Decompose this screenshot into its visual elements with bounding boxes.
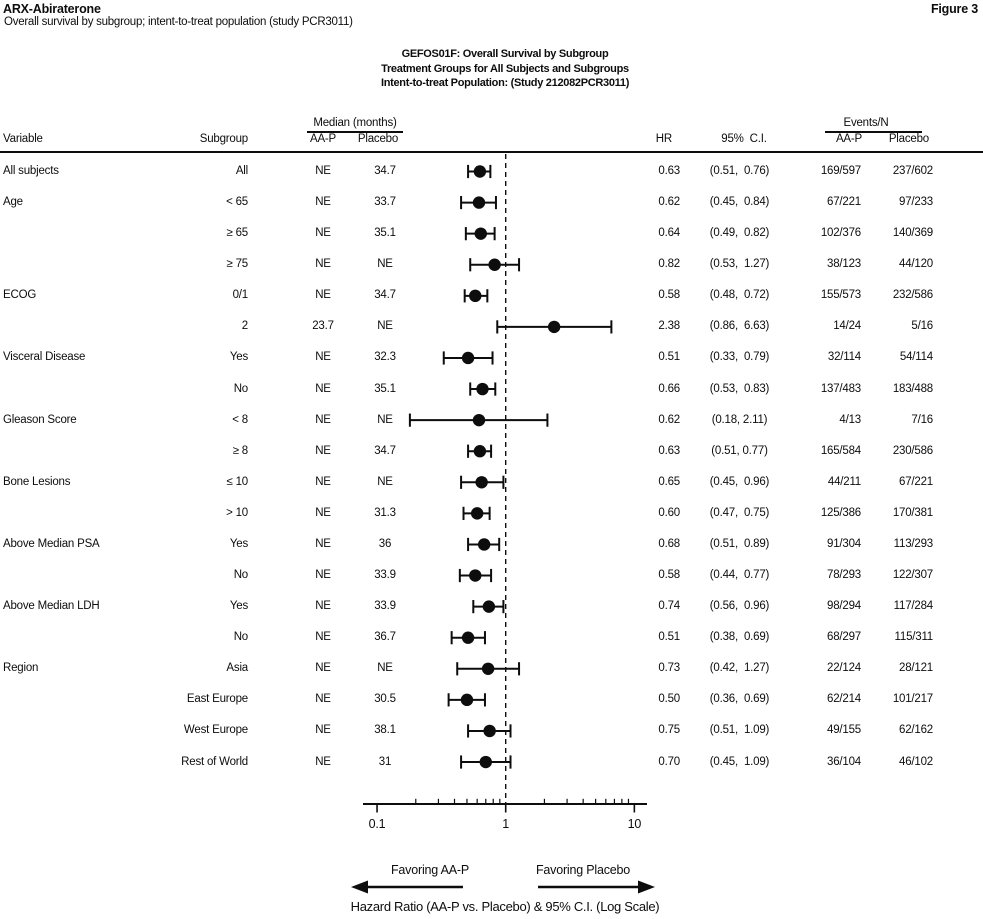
- ci-value: (0.38, 0.69): [709, 631, 770, 644]
- ci-value: (0.49, 0.82): [709, 227, 770, 240]
- events-placebo-value: 62/162: [899, 724, 933, 737]
- median-placebo-value: 34.7: [374, 444, 396, 457]
- events-placebo-value: 115/311: [894, 631, 933, 644]
- ci-value: (0.51, 1.09): [709, 724, 770, 737]
- variable-label: Bone Lesions: [3, 475, 71, 488]
- hr-value: 0.64: [658, 227, 680, 240]
- events-placebo-value: 183/488: [892, 382, 933, 395]
- events-placebo-value: 46/102: [899, 755, 933, 768]
- column-header-ci: 95% C.I.: [721, 133, 767, 145]
- subgroup-label: West Europe: [183, 724, 248, 737]
- median-placebo-value: 36: [378, 537, 392, 550]
- ci-value: (0.53, 1.27): [709, 258, 770, 271]
- subgroup-label: > 10: [226, 506, 248, 519]
- median-placebo-value: 31.3: [374, 506, 396, 519]
- median-aap-value: NE: [315, 165, 331, 177]
- median-placebo-value: 31: [378, 755, 392, 768]
- events-aap-value: 4/13: [839, 413, 861, 426]
- events-aap-value: 125/386: [820, 506, 861, 519]
- median-aap-value: NE: [315, 444, 331, 457]
- column-header-events-group: Events/N: [843, 117, 889, 129]
- median-aap-value: NE: [315, 693, 331, 706]
- subgroup-label: No: [233, 569, 248, 582]
- hr-value: 2.38: [658, 320, 680, 333]
- column-header-variable: Variable: [3, 133, 43, 145]
- forest-table-row: [0, 684, 983, 715]
- events-placebo-value: 44/120: [899, 258, 933, 271]
- hr-value: 0.60: [658, 506, 680, 519]
- median-placebo-value: 33.9: [374, 600, 396, 613]
- events-aap-value: 165/584: [820, 444, 861, 457]
- subgroup-label: Rest of World: [181, 755, 248, 768]
- x-axis-caption: Hazard Ratio (AA-P vs. Placebo) & 95% C.I. (Log Scale): [350, 899, 660, 914]
- variable-label: Region: [3, 662, 39, 675]
- figure-number-label: Figure 3: [930, 2, 978, 16]
- median-aap-value: NE: [315, 755, 331, 768]
- median-placebo-value: NE: [377, 662, 393, 675]
- favoring-right-label: Favoring Placebo: [535, 863, 631, 877]
- events-placebo-value: 5/16: [911, 320, 933, 333]
- forest-table-row: [0, 747, 983, 778]
- median-aap-value: 23.7: [312, 320, 334, 333]
- ci-value: (0.45, 1.09): [709, 755, 770, 768]
- median-aap-value: NE: [315, 227, 331, 240]
- events-aap-value: 44/211: [827, 475, 861, 488]
- events-aap-value: 22/124: [827, 662, 861, 675]
- forest-table-row: [0, 249, 983, 280]
- events-placebo-value: 54/114: [899, 351, 933, 364]
- subgroup-label: ≥ 65: [226, 227, 248, 240]
- column-header-events-aap: AA-P: [835, 133, 862, 145]
- forest-table-row: [0, 467, 983, 498]
- ci-value: (0.42, 1.27): [709, 662, 770, 675]
- events-placebo-value: 117/284: [893, 600, 933, 613]
- subgroup-label: Asia: [226, 662, 248, 675]
- forest-table-row: [0, 156, 983, 187]
- events-placebo-value: 230/586: [892, 444, 933, 457]
- events-placebo-value: 237/602: [892, 165, 933, 177]
- median-aap-value: NE: [315, 537, 331, 550]
- events-aap-value: 62/214: [827, 693, 861, 706]
- variable-label: ECOG: [3, 289, 37, 302]
- column-header-subgroup: Subgroup: [199, 133, 248, 145]
- median-placebo-value: 35.1: [374, 382, 396, 395]
- subgroup-label: < 65: [226, 196, 248, 209]
- hr-value: 0.66: [658, 382, 680, 395]
- variable-label: Age: [3, 196, 23, 209]
- events-aap-value: 137/483: [820, 382, 861, 395]
- events-aap-value: 91/304: [827, 537, 861, 550]
- events-aap-value: 49/155: [827, 724, 861, 737]
- events-aap-value: 78/293: [827, 569, 861, 582]
- events-aap-value: 155/573: [820, 289, 861, 302]
- variable-label: Above Median PSA: [3, 537, 100, 550]
- ci-value: (0.48, 0.72): [709, 289, 770, 302]
- forest-table-row: [0, 560, 983, 591]
- subgroup-label: ≤ 10: [226, 475, 248, 488]
- subgroup-label: East Europe: [186, 693, 248, 706]
- median-placebo-value: 34.7: [374, 289, 396, 302]
- forest-table-row: [0, 218, 983, 249]
- hr-value: 0.63: [658, 165, 680, 177]
- subgroup-label: Yes: [229, 351, 248, 364]
- subgroup-label: Yes: [229, 537, 248, 550]
- variable-label: All subjects: [3, 165, 59, 177]
- subgroup-label: Yes: [229, 600, 248, 613]
- variable-label: Gleason Score: [3, 413, 77, 426]
- favoring-left-label: Favoring AA-P: [391, 863, 469, 877]
- column-header-hr: HR: [655, 133, 672, 145]
- median-aap-value: NE: [315, 196, 331, 209]
- ci-value: (0.53, 0.83): [709, 382, 770, 395]
- median-aap-value: NE: [315, 662, 331, 675]
- median-placebo-value: 32.3: [374, 351, 396, 364]
- hr-value: 0.73: [658, 662, 680, 675]
- events-placebo-value: 122/307: [892, 569, 933, 582]
- events-aap-value: 32/114: [827, 351, 861, 364]
- forest-table-row: [0, 405, 983, 436]
- median-placebo-value: 30.5: [374, 693, 396, 706]
- x-axis-tick-label: 10: [627, 817, 642, 831]
- hr-value: 0.74: [658, 600, 680, 613]
- column-header-events-placebo: Placebo: [888, 133, 929, 145]
- median-aap-value: NE: [315, 631, 331, 644]
- ci-value: (0.44, 0.77): [709, 569, 770, 582]
- hr-value: 0.82: [658, 258, 680, 271]
- forest-table-row: [0, 311, 983, 342]
- chart-title-line3: Intent-to-treat Population: (Study 212082PCR3011): [380, 77, 630, 89]
- ci-value: (0.45, 0.84): [709, 196, 770, 209]
- median-aap-value: NE: [315, 475, 331, 488]
- subgroup-label: ≥ 8: [232, 444, 248, 457]
- events-aap-value: 102/376: [820, 227, 861, 240]
- ci-value: (0.18, 2.11): [711, 413, 768, 426]
- median-aap-value: NE: [315, 724, 331, 737]
- events-aap-value: 38/123: [827, 258, 861, 271]
- events-aap-value: 68/297: [827, 631, 861, 644]
- events-aap-value: 14/24: [833, 320, 861, 333]
- ci-value: (0.51, 0.76): [709, 165, 770, 177]
- median-placebo-value: 34.7: [374, 165, 396, 177]
- subgroup-label: All: [235, 165, 248, 177]
- median-placebo-value: 35.1: [374, 227, 396, 240]
- median-placebo-value: NE: [377, 413, 393, 426]
- median-placebo-value: 38.1: [374, 724, 396, 737]
- events-placebo-value: 232/586: [892, 289, 933, 302]
- favoring-right-arrow-head: [638, 881, 655, 894]
- forest-table-row: [0, 280, 983, 311]
- forest-table-row: [0, 529, 983, 560]
- median-placebo-value: 36.7: [374, 631, 396, 644]
- forest-table-row: [0, 653, 983, 684]
- median-aap-value: NE: [315, 569, 331, 582]
- median-aap-value: NE: [315, 600, 331, 613]
- ci-value: (0.47, 0.75): [709, 506, 770, 519]
- column-header-median-aap: AA-P: [309, 133, 337, 145]
- chart-title-line2: Treatment Groups for All Subjects and Subgroups: [381, 62, 629, 75]
- hr-value: 0.62: [658, 413, 680, 426]
- median-placebo-value: NE: [377, 475, 393, 488]
- hr-value: 0.65: [658, 475, 680, 488]
- hr-value: 0.63: [658, 444, 680, 457]
- median-placebo-value: 33.9: [374, 569, 396, 582]
- events-placebo-value: 7/16: [911, 413, 933, 426]
- forest-table-row: [0, 342, 983, 373]
- x-axis-tick-label: 0.1: [368, 817, 386, 831]
- ci-value: (0.33, 0.79): [709, 351, 770, 364]
- forest-table-row: [0, 498, 983, 529]
- median-aap-value: NE: [315, 289, 331, 302]
- variable-label: Above Median LDH: [3, 600, 100, 613]
- events-aap-value: 67/221: [827, 196, 861, 209]
- favoring-left-arrow-head: [351, 881, 368, 894]
- chart-title-block: [240, 47, 770, 91]
- events-placebo-value: 113/293: [893, 537, 933, 550]
- column-header-median-group: Median (months): [313, 117, 397, 129]
- median-placebo-value: 33.7: [374, 196, 396, 209]
- subgroup-label: 0/1: [232, 289, 248, 302]
- events-placebo-value: 28/121: [899, 662, 933, 675]
- hr-value: 0.58: [658, 569, 680, 582]
- subgroup-label: ≥ 75: [226, 258, 248, 271]
- events-placebo-value: 140/369: [892, 227, 933, 240]
- x-axis-tick-label: 1: [502, 817, 510, 831]
- forest-table-row: [0, 374, 983, 405]
- subgroup-label: < 8: [232, 413, 248, 426]
- report-subtitle: Overall survival by subgroup; intent-to-treat population (study PCR3011): [4, 16, 353, 28]
- events-placebo-value: 170/381: [892, 506, 933, 519]
- median-aap-value: NE: [315, 413, 331, 426]
- forest-table-row: [0, 591, 983, 622]
- forest-table-row: [0, 715, 983, 746]
- events-placebo-value: 101/217: [892, 693, 933, 706]
- hr-value: 0.68: [658, 537, 680, 550]
- hr-value: 0.62: [658, 196, 680, 209]
- events-placebo-value: 97/233: [899, 196, 933, 209]
- ci-value: (0.51, 0.89): [709, 537, 770, 550]
- events-aap-value: 98/294: [827, 600, 861, 613]
- median-aap-value: NE: [315, 258, 331, 271]
- hr-value: 0.51: [658, 631, 680, 644]
- hr-value: 0.70: [658, 755, 680, 768]
- hr-value: 0.51: [658, 351, 680, 364]
- subgroup-label: 2: [241, 320, 248, 333]
- hr-value: 0.58: [658, 289, 680, 302]
- ci-value: (0.45, 0.96): [709, 475, 770, 488]
- events-aap-value: 36/104: [827, 755, 861, 768]
- ci-value: (0.56, 0.96): [709, 600, 770, 613]
- subgroup-label: No: [233, 631, 248, 644]
- ci-value: (0.36, 0.69): [709, 693, 770, 706]
- forest-table-row: [0, 622, 983, 653]
- ci-value: (0.51, 0.77): [711, 444, 768, 457]
- header-divider-rule: [0, 151, 983, 153]
- forest-table-row: [0, 187, 983, 218]
- chart-title-line1: GEFOS01F: Overall Survival by Subgroup: [401, 48, 609, 60]
- hr-value: 0.50: [658, 693, 680, 706]
- report-product-title: ARX-Abiraterone: [3, 2, 101, 16]
- column-header-median-placebo: Placebo: [357, 133, 399, 145]
- events-placebo-value: 67/221: [899, 475, 933, 488]
- variable-label: Visceral Disease: [3, 351, 86, 364]
- median-aap-value: NE: [315, 351, 331, 364]
- subgroup-label: No: [233, 382, 248, 395]
- median-placebo-value: NE: [377, 258, 393, 271]
- ci-value: (0.86, 6.63): [709, 320, 770, 333]
- forest-table-row: [0, 436, 983, 467]
- events-aap-value: 169/597: [820, 165, 861, 177]
- hr-value: 0.75: [658, 724, 680, 737]
- median-aap-value: NE: [315, 382, 331, 395]
- median-aap-value: NE: [315, 506, 331, 519]
- median-placebo-value: NE: [377, 320, 393, 333]
